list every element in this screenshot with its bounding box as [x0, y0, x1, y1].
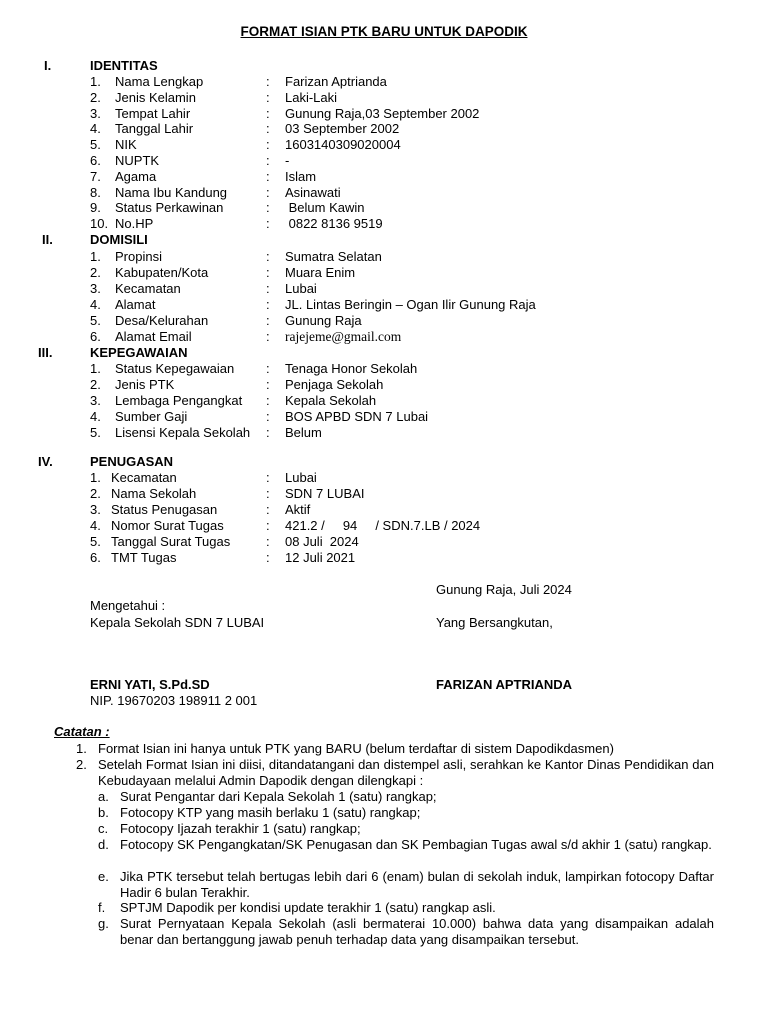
field-number: 5.: [90, 137, 101, 153]
place-date: Gunung Raja, Juli 2024: [436, 582, 572, 597]
kepegawaian-row: [0, 393, 768, 409]
kepegawaian-row: [0, 425, 768, 441]
field-number: 8.: [90, 184, 101, 200]
field-label: Nama Ibu Kandung: [115, 184, 228, 200]
requirement-text: Fotocopy KTP yang masih berlaku 1 (satu) rangkap;: [120, 805, 421, 820]
identitas-row: [0, 74, 768, 90]
field-label: Propinsi: [115, 249, 162, 264]
field-number: 2.: [90, 89, 101, 105]
requirement-letter: e.: [98, 869, 109, 884]
section-title: DOMISILI: [90, 232, 148, 247]
field-label: Kecamatan: [111, 470, 177, 485]
requirement-letter: f.: [98, 900, 106, 915]
field-number: 2.: [90, 486, 101, 501]
identitas-row: [0, 169, 768, 185]
requirement-letter: d.: [98, 837, 109, 852]
field-label: Status Penugasan: [111, 502, 218, 517]
penugasan-row: [0, 470, 768, 486]
field-label: Alamat Email: [115, 329, 192, 344]
field-value: Gunung Raja,03 September 2002: [285, 105, 480, 121]
field-colon: :: [266, 105, 270, 121]
domisili-row: [0, 313, 768, 329]
field-value: Belum: [285, 425, 322, 440]
note-number: 1.: [76, 741, 87, 756]
identitas-row: [0, 90, 768, 106]
field-number: 6.: [90, 329, 101, 344]
domisili-row: [0, 281, 768, 297]
field-label: Tanggal Lahir: [115, 121, 194, 137]
requirement-text: Surat Pengantar dari Kepala Sekolah 1 (satu) rangkap;: [120, 789, 437, 804]
field-number: 3.: [90, 393, 101, 408]
field-label: Lembaga Pengangkat: [115, 393, 243, 408]
field-label: Sumber Gaji: [115, 409, 188, 424]
field-number: 7.: [90, 168, 101, 184]
field-colon: :: [266, 168, 270, 184]
field-number: 2.: [90, 265, 101, 280]
field-colon: :: [266, 216, 270, 232]
penugasan-row: [0, 518, 768, 534]
field-number: 5.: [90, 534, 101, 549]
field-number: 1.: [90, 249, 101, 264]
field-value: Farizan Aptrianda: [285, 74, 387, 89]
field-colon: :: [266, 137, 270, 153]
field-value: Islam: [285, 168, 317, 184]
notes-heading: Catatan :: [54, 724, 110, 739]
field-colon: :: [266, 89, 270, 105]
requirement-letter: b.: [98, 805, 109, 820]
field-value: Muara Enim: [285, 265, 356, 280]
principal-nip: NIP. 19670203 198911 2 001: [90, 693, 258, 708]
field-value: Sumatra Selatan: [285, 249, 382, 264]
field-label: Status Kepegawaian: [115, 361, 235, 376]
kepegawaian-row: [0, 377, 768, 393]
requirement-text: Fotocopy Ijazah terakhir 1 (satu) rangkap;: [120, 821, 361, 836]
section-kepegawaian-heading: [0, 345, 768, 361]
field-colon: :: [266, 153, 270, 168]
section-number: III.: [38, 345, 53, 360]
field-colon: :: [266, 409, 270, 424]
field-number: 3.: [90, 281, 101, 296]
requirement-text: SPTJM Dapodik per kondisi update terakhir 1 (satu) rangkap asli.: [120, 900, 496, 915]
note-text: Setelah Format Isian ini diisi, ditandatangani dan distempel asli, serahkan ke Kantor Dinas Pendidikan dan Kebudayaan melalui Admin Dapodik dengan dilengkapi :: [98, 757, 714, 788]
section-number: I.: [44, 58, 52, 73]
note-text: Format Isian ini hanya untuk PTK yang BARU (belum terdaftar di sistem Dapodikdasmen): [98, 741, 614, 756]
field-colon: :: [266, 184, 270, 200]
section-penugasan-heading: [0, 454, 768, 470]
field-label: Tanggal Surat Tugas: [111, 534, 231, 549]
identitas-row: [0, 153, 768, 169]
field-number: 1.: [90, 74, 101, 89]
field-value: Penjaga Sekolah: [285, 377, 384, 392]
field-value: Lubai: [285, 470, 317, 485]
field-label: No.HP: [115, 216, 154, 232]
field-value: Lubai: [285, 281, 317, 296]
section-domisili-heading: [0, 232, 768, 248]
field-label: Tempat Lahir: [115, 105, 191, 121]
field-colon: :: [266, 486, 270, 501]
field-label: NIK: [115, 137, 137, 153]
identitas-row: [0, 121, 768, 137]
field-value: Laki-Laki: [285, 89, 338, 105]
field-label: Kecamatan: [115, 281, 181, 296]
domisili-row: [0, 297, 768, 313]
field-number: 9.: [90, 200, 101, 216]
section-title: IDENTITAS: [90, 58, 158, 73]
field-number: 5.: [90, 313, 101, 328]
field-number: 5.: [90, 425, 101, 440]
field-colon: :: [266, 502, 270, 517]
field-colon: :: [266, 281, 270, 296]
field-label: Nama Lengkap: [115, 74, 204, 89]
penugasan-row: [0, 486, 768, 502]
field-value: 03 September 2002: [285, 121, 400, 137]
field-value: Gunung Raja: [285, 313, 362, 328]
field-colon: :: [266, 313, 270, 328]
mengetahui-label: Mengetahui :: [90, 598, 166, 613]
field-label: Alamat: [115, 297, 156, 312]
principal-role: Kepala Sekolah SDN 7 LUBAI: [90, 615, 265, 630]
field-value: JL. Lintas Beringin – Ogan Ilir Gunung Raja: [285, 297, 536, 312]
section-identitas-heading: [0, 58, 768, 74]
section-number: IV.: [38, 454, 53, 469]
field-label: Nama Sekolah: [111, 486, 197, 501]
field-label: Status Perkawinan: [115, 200, 224, 216]
field-colon: :: [266, 550, 270, 565]
section-title: PENUGASAN: [90, 454, 174, 469]
field-colon: :: [266, 425, 270, 440]
note-number: 2.: [76, 757, 87, 772]
field-value: Kepala Sekolah: [285, 393, 377, 408]
field-number: 4.: [90, 409, 101, 424]
identitas-row: [0, 137, 768, 153]
field-value: -: [285, 153, 290, 168]
document-title: FORMAT ISIAN PTK BARU UNTUK DAPODIK: [240, 24, 528, 39]
penugasan-row: [0, 550, 768, 566]
field-colon: :: [266, 297, 270, 312]
domisili-row: [0, 265, 768, 281]
requirement-letter: c.: [98, 821, 109, 836]
field-colon: :: [266, 361, 270, 376]
field-label: Nomor Surat Tugas: [111, 518, 224, 533]
requirement-text: Surat Pernyataan Kepala Sekolah (asli bermaterai 10.000) bahwa data yang disampaikan adalah benar dan bertanggung jawab penuh terhadap data yang disampaikan tersebut.: [120, 916, 714, 947]
field-colon: :: [266, 121, 270, 137]
kepegawaian-row: [0, 409, 768, 425]
field-label: NUPTK: [115, 153, 160, 168]
section-title: KEPEGAWAIAN: [90, 345, 188, 360]
kepegawaian-row: [0, 361, 768, 377]
identitas-row: [0, 185, 768, 201]
identitas-row: [0, 106, 768, 122]
penugasan-row: [0, 534, 768, 550]
field-label: Agama: [115, 168, 157, 184]
requirement-letter: g.: [98, 916, 109, 931]
identitas-row: [0, 200, 768, 216]
principal-name: ERNI YATI, S.Pd.SD: [90, 677, 210, 692]
field-number: 4.: [90, 518, 101, 533]
field-number: 3.: [90, 105, 101, 121]
field-number: 1.: [90, 470, 101, 485]
section-number: II.: [42, 232, 53, 247]
field-number: 6.: [90, 153, 101, 168]
field-colon: :: [266, 200, 270, 216]
field-number: 2.: [90, 377, 101, 392]
requirement-letter: a.: [98, 789, 109, 804]
applicant-name: FARIZAN APTRIANDA: [436, 677, 573, 692]
field-colon: :: [266, 393, 270, 408]
field-value: 12 Juli 2021: [285, 550, 356, 565]
field-colon: :: [266, 377, 270, 392]
field-value: Aktif: [285, 502, 311, 517]
field-number: 4.: [90, 121, 101, 137]
field-value: 0822 8136 9519: [285, 216, 383, 232]
field-value: Asinawati: [285, 184, 341, 200]
field-colon: :: [266, 249, 270, 264]
requirement-text: Fotocopy SK Pengangkatan/SK Penugasan dan SK Pembagian Tugas awal s/d akhir 1 (satu) rangkap.: [120, 837, 712, 852]
field-value: SDN 7 LUBAI: [285, 486, 365, 501]
penugasan-row: [0, 502, 768, 518]
field-colon: :: [266, 265, 270, 280]
field-colon: :: [266, 470, 270, 485]
field-value: 1603140309020004: [285, 137, 401, 153]
field-number: 6.: [90, 550, 101, 565]
field-number: 1.: [90, 361, 101, 376]
field-colon: :: [266, 518, 270, 533]
field-number: 4.: [90, 297, 101, 312]
field-value: rajejeme@gmail.com: [285, 329, 402, 344]
applicant-role: Yang Bersangkutan,: [436, 615, 553, 630]
field-label: Desa/Kelurahan: [115, 313, 209, 328]
field-label: Kabupaten/Kota: [115, 265, 209, 280]
field-label: Lisensi Kepala Sekolah: [115, 425, 251, 440]
field-number: 10.: [90, 216, 109, 232]
field-value: BOS APBD SDN 7 Lubai: [285, 409, 429, 424]
field-colon: :: [266, 534, 270, 549]
requirement-text: Jika PTK tersebut telah bertugas lebih dari 6 (enam) bulan di sekolah induk, lampirkan fotocopy Daftar Hadir 6 bulan Terakhir.: [120, 869, 714, 900]
field-colon: :: [266, 74, 270, 89]
field-label: Jenis PTK: [115, 377, 175, 392]
field-colon: :: [266, 329, 270, 344]
field-label: TMT Tugas: [111, 550, 177, 565]
identitas-row: [0, 216, 768, 232]
field-value: 08 Juli 2024: [285, 534, 359, 549]
field-value: Tenaga Honor Sekolah: [285, 361, 418, 376]
field-value: 421.2 / 94 / SDN.7.LB / 2024: [285, 518, 481, 533]
field-value: Belum Kawin: [285, 200, 365, 216]
domisili-row: [0, 329, 768, 345]
domisili-row: [0, 249, 768, 265]
field-number: 3.: [90, 502, 101, 517]
field-label: Jenis Kelamin: [115, 89, 196, 105]
